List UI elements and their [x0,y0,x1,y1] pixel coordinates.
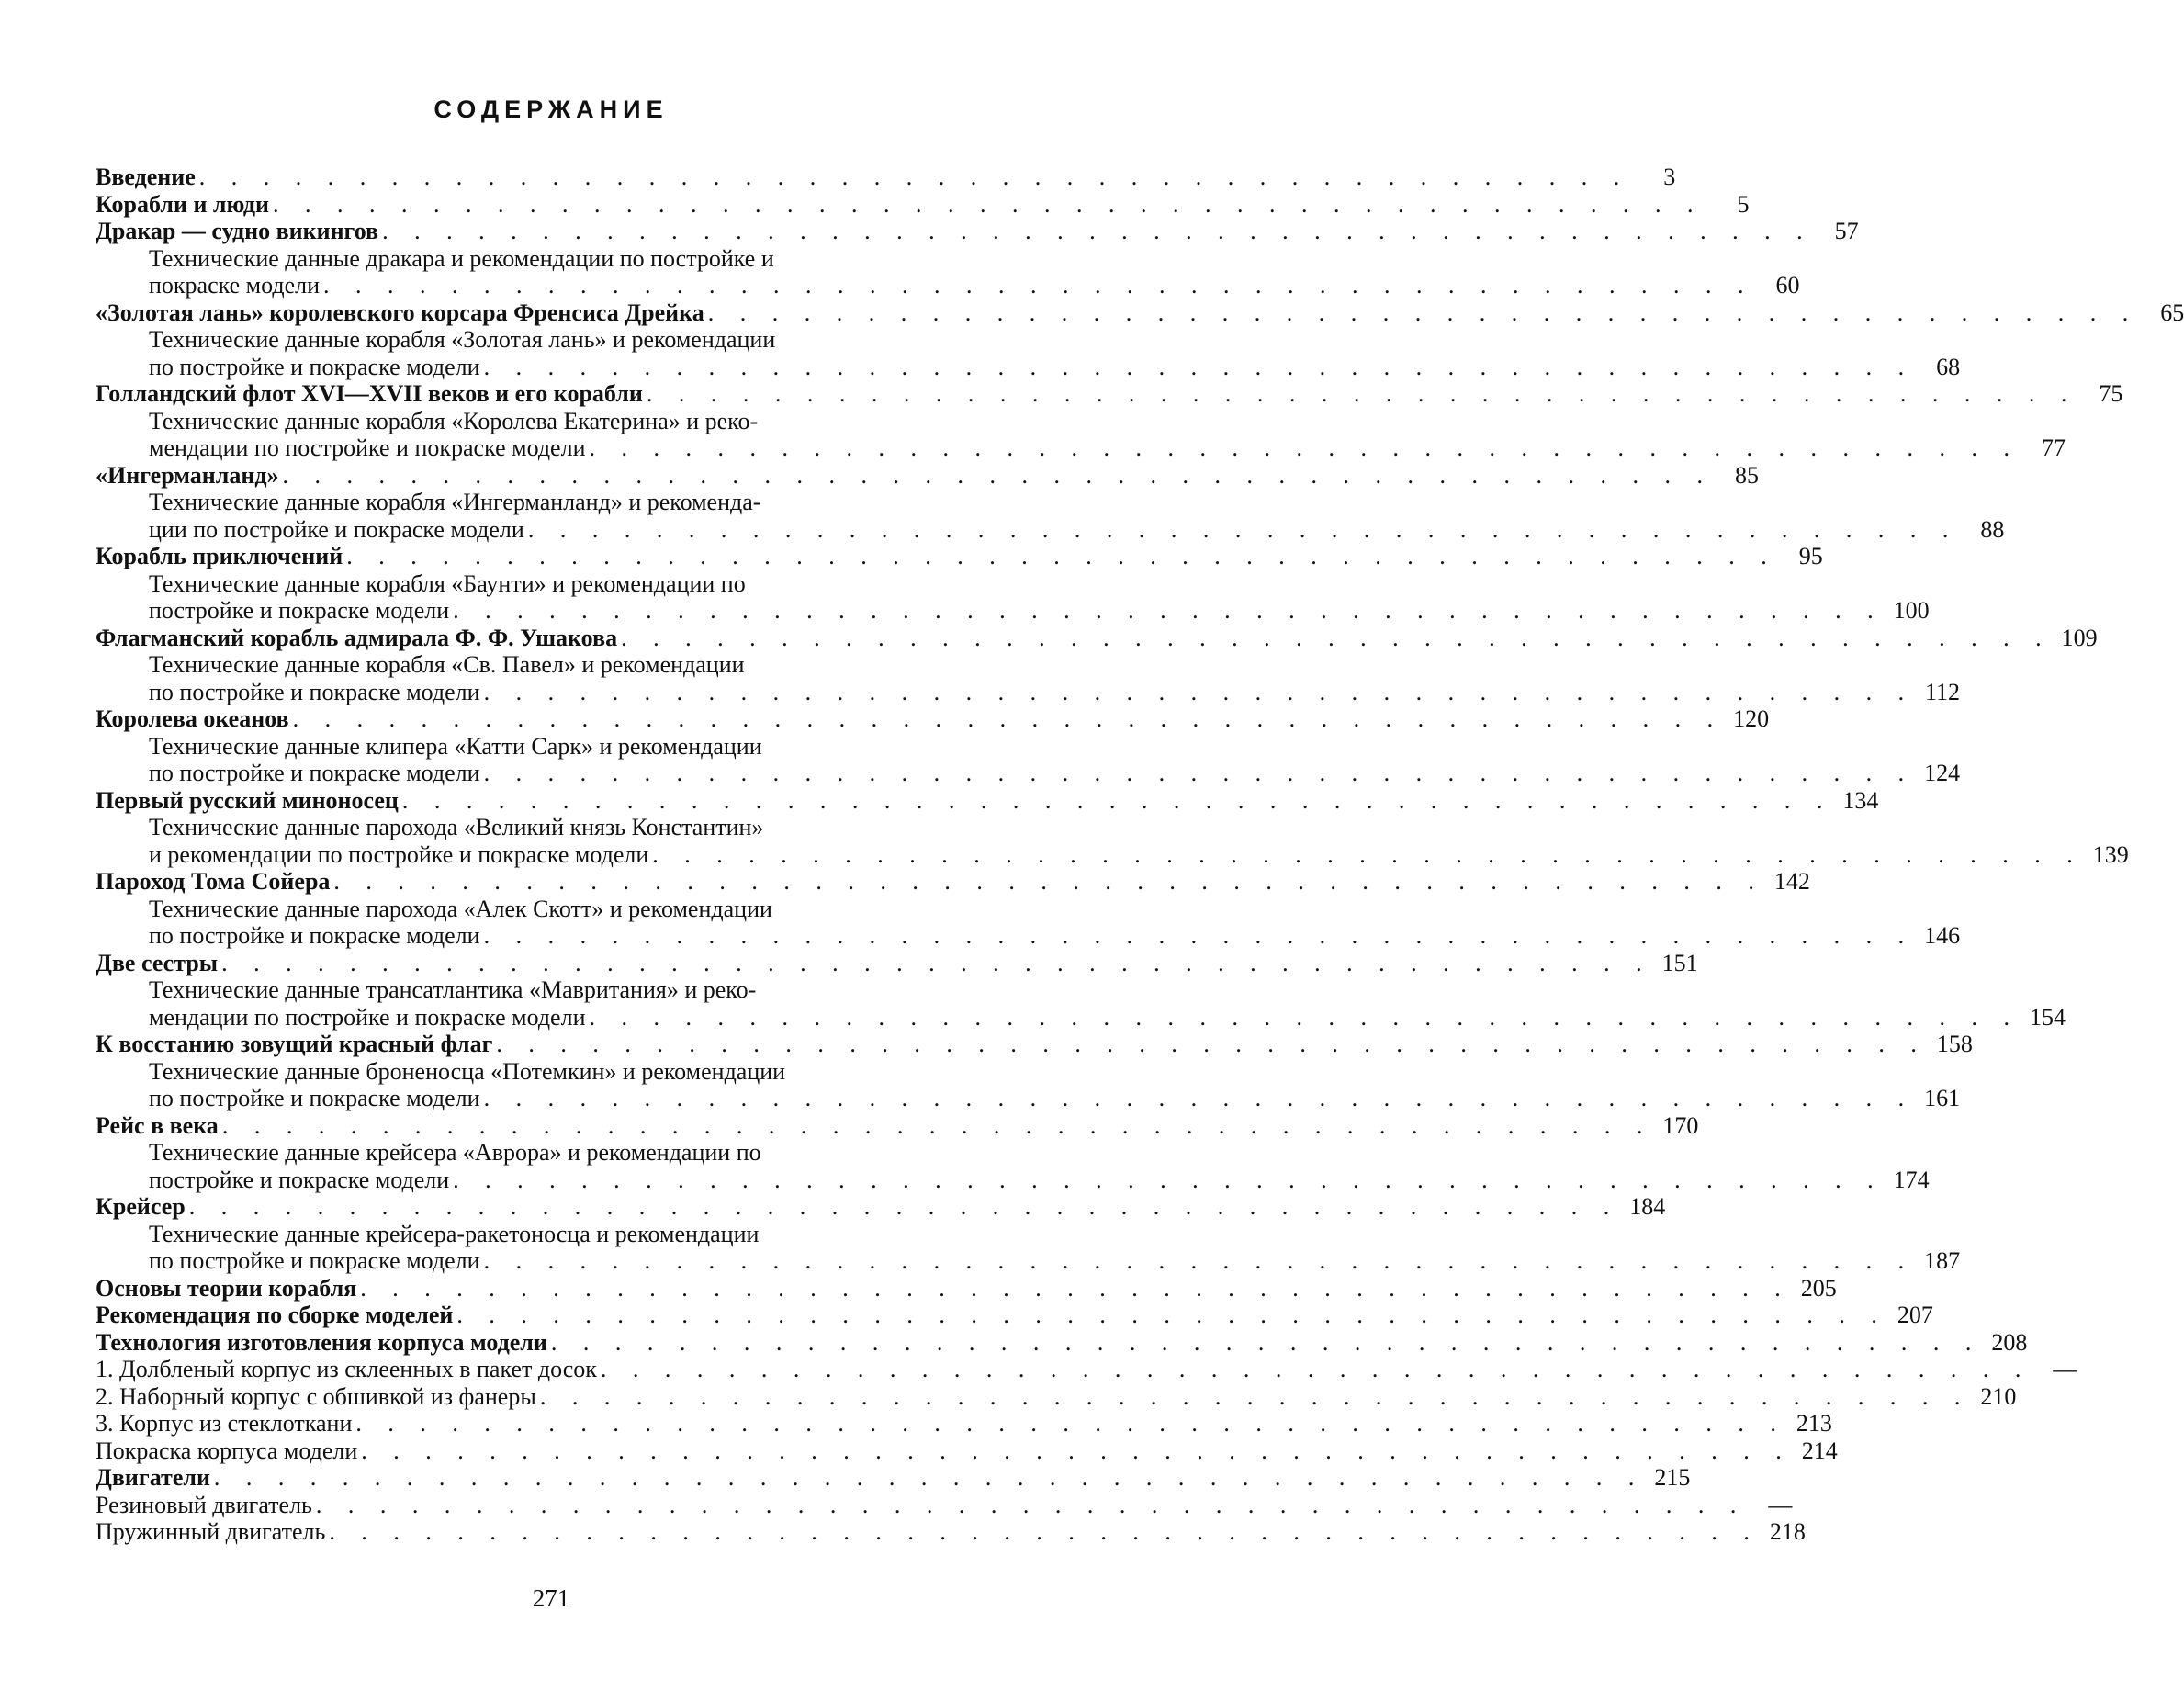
dot-leader: . . . . . . . . . . . . . . . . . . . . . . . . . . . . . . . . . . . . . . . . . . . . . [456,1302,1887,1328]
toc-entry-text: 3. Корпус из стеклоткани [96,1410,353,1437]
toc-entry-text: Технические данные корабля «Золотая лань» и рекомендации [149,326,776,353]
toc-line [96,651,1008,679]
toc-line [96,1382,2017,1411]
dot-leader: . . . . . . . . . . . . . . . . . . . . . . . . . . . . . . . . . . . . . . . . . . . . . [496,1031,1927,1057]
toc-page-number: — [2053,1356,2077,1382]
toc-entry-text: Корабль приключений [96,543,343,569]
toc-entry-text: постройке и покраске модели [149,597,450,624]
dot-leader: . . . . . . . . . . . . . . . . . . . . . . . . . . . . . . . . . . . . . . . . . . . . . [355,1410,1786,1437]
toc-line [96,1274,1837,1302]
toc-chapter [96,543,1823,570]
toc-subentry [96,1356,2077,1383]
dot-leader: . . . . . . . . . . . . . . . . . . . . . . . . . . . . . . . . . . . . . . . . . . . . . [483,1247,1915,1274]
toc-entry-text: Двигатели [96,1464,210,1491]
toc-line [96,1058,1008,1086]
toc-line [96,1139,1008,1167]
toc-entry-text: покраске модели [149,272,321,299]
toc-entry-text: по постройке и покраске модели [149,760,480,786]
toc-line [96,326,1008,354]
toc-entry-text: Технические данные парохода «Алек Скотт» и рекомендации [149,895,772,922]
dot-leader: . . . . . . . . . . . . . . . . . . . . . . . . . . . . . . . . . . . . . . . . . . . . . [589,1003,2020,1031]
dot-leader: . . . . . . . . . . . . . . . . . . . . . . . . . . . . . . . . . . . . . . . . . . . . . [221,1111,1653,1139]
toc-page-number: 139 [2092,840,2129,868]
toc-entry-text: Основы теории корабля [96,1274,357,1302]
toc-page-number: 161 [1924,1085,1961,1111]
dot-leader: . . . . . . . . . . . . . . . . . . . . . . . . . . . . . . . . . . . . . . . . . . . . . [453,597,1884,624]
toc-page-number: 142 [1773,868,1810,895]
toc-page-number: 85 [1735,461,1760,489]
toc-subentry [96,814,2129,868]
toc-entry-text: Технические данные броненосца «Потемкин» и рекомендации [149,1057,786,1085]
toc-page-number: 146 [1924,922,1961,949]
toc-line [96,1302,1933,1329]
toc-subentry [96,326,1961,380]
toc-entry-text: Технические данные крейсера «Аврора» и рекомендации по [149,1139,761,1166]
toc-chapter [96,461,1760,490]
toc-page-number: 5 [1737,190,1750,218]
dot-leader: . . . . . . . . . . . . . . . . . . . . . . . . . . . . . . . . . . . . . . . . . . . . . [600,1356,2032,1382]
toc-entry-text: ции по постройке и покраске модели [149,515,524,543]
toc-page-number: 60 [1775,272,1800,299]
toc-subentry [96,244,1800,299]
toc-page-number: 3 [1663,163,1676,190]
toc-page-number: 218 [1769,1518,1806,1545]
toc-page-number: 158 [1936,1031,1973,1057]
toc-page-number: 77 [2041,434,2066,461]
toc-entry-text: по постройке и покраске модели [149,922,480,949]
toc-line [96,814,1008,841]
toc-subentry [96,1139,1930,1193]
toc-line [96,353,1961,381]
dot-leader: . . . . . . . . . . . . . . . . . . . . . . . . . . . . . . . . . . . . . . . . . . . . . [707,299,2139,326]
toc-page-number: 75 [2099,380,2123,407]
toc-subentry [96,1437,1838,1465]
toc-line [96,570,1008,598]
toc-page-number: 109 [2061,624,2098,651]
toc-page-number: 112 [1925,678,1961,705]
toc-entry-text: по постройке и покраске модели [149,1085,480,1111]
toc-line [96,760,1961,787]
toc-chapter [96,1302,1933,1329]
toc-line [96,1003,2066,1032]
toc-entry-text: Флагманский корабль адмирала Ф. Ф. Ушакова [96,624,618,651]
toc-page-number: 134 [1842,786,1879,814]
toc-line [96,733,1008,761]
toc-entry-text: «Золотая лань» королевского корсара Френсиса Дрейка [96,299,704,326]
toc-chapter [96,190,1750,219]
toc-entry-text: Покраска корпуса модели [96,1437,358,1464]
toc-entry-text: Технические данные корабля «Св. Павел» и рекомендации [149,651,745,678]
toc-page-number: 65 [2160,299,2184,326]
toc-entry-text: Технические данные крейсера-ракетоносца и рекомендации [149,1220,760,1247]
toc-subentry [96,1491,1793,1519]
toc-chapter [96,1464,1691,1492]
toc-line [96,1518,1806,1546]
toc-entry-text: Технология изготовления корпуса модели [96,1328,547,1356]
toc-entry-text: Дракар — судно викингов [96,218,379,244]
toc-line [96,868,1810,896]
toc-line [96,461,1760,490]
toc-entry-text: по постройке и покраске модели [149,678,480,705]
toc-chapter [96,299,2184,327]
dot-leader: . . . . . . . . . . . . . . . . . . . . . . . . . . . . . . . . . . . . . . . . . . . . . [483,1085,1915,1111]
toc-chapter [96,624,2098,652]
dot-leader: . . . . . . . . . . . . . . . . . . . . . . . . . . . . . . . . . . . . . . . . . . . . . [315,1491,1747,1518]
dot-leader: . . . . . . . . . . . . . . . . . . . . . . . . . . . . . . . . . . . . . . . . . . . . . [188,1193,1620,1220]
dot-leader: . . . . . . . . . . . . . . . . . . . . . . . . . . . . . . . . . . . . . . . . . . . . . [483,922,1915,949]
toc-entry-text: Технические данные корабля «Ингерманланд» и рекоменда- [149,489,761,515]
dot-leader: . . . . . . . . . . . . . . . . . . . . . . . . . . . . . . . . . . . . . . . . . . . . . [329,1518,1760,1545]
dot-leader: . . . . . . . . . . . . . . . . . . . . . . . . . . . . . . . . . . . . . . . . . . . . . [539,1382,1971,1410]
toc-entry-text: Введение [96,163,196,190]
dot-leader: . . . . . . . . . . . . . . . . . . . . . . . . . . . . . . . . . . . . . . . . . . . . . [483,353,1915,380]
toc-line [96,543,1823,570]
toc-page-number: 120 [1733,705,1770,732]
toc-entry-text: Королева океанов [96,705,289,732]
toc-chapter [96,1193,1666,1221]
toc-subentry [96,976,2066,1031]
toc-chapter [96,1031,1973,1058]
toc-chapter [96,1328,2028,1357]
dot-leader: . . . . . . . . . . . . . . . . . . . . . . . . . . . . . . . . . . . . . . . . . . . . . [483,760,1915,786]
dot-leader: . . . . . . . . . . . . . . . . . . . . . . . . . . . . . . . . . . . . . . . . . . . . . [198,163,1630,190]
toc-line [96,245,1008,273]
toc-page-number: 207 [1897,1302,1933,1328]
toc-entry-text: Технические данные парохода «Великий князь Константин» [149,814,764,840]
toc-line [96,976,1008,1004]
toc-line [96,1464,1691,1492]
toc-subentry [96,407,2066,462]
toc-line [96,515,2005,544]
toc-line [96,163,1676,191]
toc-chapter [96,163,1676,191]
toc-line [96,1111,1699,1140]
toc-chapter [96,868,1810,896]
toc-line [96,1437,1838,1465]
toc-chapter [96,786,1879,815]
toc-subentry [96,895,1961,950]
toc-line [96,1491,1793,1519]
dot-leader: . . . . . . . . . . . . . . . . . . . . . . . . . . . . . . . . . . . . . . . . . . . . . [382,218,1813,244]
toc-page-number: 154 [2029,1003,2066,1031]
toc-subentry [96,1057,1961,1112]
toc-entry-text: мендации по постройке и покраске модели [149,434,586,461]
toc-subentry [96,1410,1832,1437]
toc-line [96,299,2184,327]
toc-page-number: 210 [1980,1382,2017,1410]
toc-line [96,218,1859,245]
toc-line [96,1410,1832,1437]
toc-page-number: 57 [1834,218,1859,244]
dot-leader: . . . . . . . . . . . . . . . . . . . . . . . . . . . . . . . . . . . . . . . . . . . . . [333,868,1764,895]
toc-line [96,408,1008,435]
toc-line [96,840,2129,869]
toc-entry-text: мендации по постройке и покраске модели [149,1003,586,1031]
toc-page-number: 95 [1798,543,1823,569]
toc-chapter [96,705,1770,733]
toc-entry-text: Рейс в века [96,1111,219,1139]
toc-line [96,1356,2077,1383]
toc-entry-text: по постройке и покраске модели [149,353,480,380]
toc-page-number: 184 [1629,1193,1666,1220]
toc-entry-text: Две сестры [96,949,219,976]
toc-entry-text: 2. Наборный корпус с обшивкой из фанеры [96,1382,536,1410]
toc-page-number: 88 [1980,515,2005,543]
toc-subentry [96,732,1961,787]
toc-entry-text: постройке и покраске модели [149,1166,450,1193]
toc-line [96,380,2123,408]
dot-leader: . . . . . . . . . . . . . . . . . . . . . . . . . . . . . . . . . . . . . . . . . . . . . [323,272,1754,299]
toc-page-number: 68 [1936,353,1961,380]
table-of-contents [96,163,2184,1546]
dot-leader: . . . . . . . . . . . . . . . . . . . . . . . . . . . . . . . . . . . . . . . . . . . . . [346,543,1777,569]
toc-entry-text: по постройке и покраске модели [149,1247,480,1274]
toc-entry-text: Технические данные трансатлантика «Мавритания» и реко- [149,976,757,1003]
toc-page-number: 187 [1924,1247,1961,1274]
dot-leader: . . . . . . . . . . . . . . . . . . . . . . . . . . . . . . . . . . . . . . . . . . . . . [527,515,1959,543]
toc-line [96,896,1008,923]
dot-leader: . . . . . . . . . . . . . . . . . . . . . . . . . . . . . . . . . . . . . . . . . . . . . [483,678,1915,705]
toc-page-number: 100 [1893,597,1930,624]
toc-entry-text: и рекомендации по постройке и покраске модели [149,840,649,868]
toc-page-number: 213 [1796,1410,1832,1437]
page-number: 271 [532,1584,570,1612]
toc-line [96,1193,1666,1221]
toc-subentry [96,651,1961,705]
toc-entry-text: Пружинный двигатель [96,1518,326,1545]
toc-page-number: 151 [1661,949,1698,976]
toc-entry-text: Первый русский миноносец [96,786,399,814]
toc-line [96,597,1930,625]
toc-line [96,1221,1008,1248]
toc-line [96,1247,1961,1275]
toc-page-number: 124 [1924,760,1961,786]
toc-subentry [96,1220,1961,1275]
toc-entry-text: К восстанию зовущий красный флаг [96,1031,493,1057]
dot-leader: . . . . . . . . . . . . . . . . . . . . . . . . . . . . . . . . . . . . . . . . . . . . . [273,190,1704,218]
toc-entry-text: Корабли и люди [96,190,270,218]
page-title: СОДЕРЖАНИЕ [433,96,669,123]
toc-entry-text: Голландский флот XVI—XVII веков и его корабли [96,380,643,407]
dot-leader: . . . . . . . . . . . . . . . . . . . . . . . . . . . . . . . . . . . . . . . . . . . . . [221,949,1652,976]
toc-page-number: 174 [1893,1166,1930,1193]
toc-entry-text: Крейсер [96,1193,186,1220]
toc-page-number: 208 [1991,1328,2028,1356]
toc-line [96,190,1750,219]
toc-entry-text: Пароход Тома Сойера [96,868,331,895]
toc-subentry [96,569,1930,625]
toc-line [96,786,1879,815]
dot-leader: . . . . . . . . . . . . . . . . . . . . . . . . . . . . . . . . . . . . . . . . . . . . . [621,624,2052,651]
toc-chapter [96,1274,1837,1302]
toc-page-number: 214 [1801,1437,1838,1464]
dot-leader: . . . . . . . . . . . . . . . . . . . . . . . . . . . . . . . . . . . . . . . . . . . . . [213,1464,1645,1491]
toc-line [96,705,1770,733]
toc-chapter [96,949,1698,977]
toc-line [96,1166,1930,1194]
toc-page-number: — [1768,1491,1793,1518]
toc-subentry [96,489,2005,543]
toc-entry-text: Рекомендация по сборке моделей [96,1302,454,1328]
dot-leader: . . . . . . . . . . . . . . . . . . . . . . . . . . . . . . . . . . . . . . . . . . . . . [360,1274,1791,1302]
toc-line [96,489,1008,516]
dot-leader: . . . . . . . . . . . . . . . . . . . . . . . . . . . . . . . . . . . . . . . . . . . . . [401,786,1833,814]
toc-subentry [96,1518,1806,1546]
toc-line [96,1328,2028,1357]
toc-entry-text: Технические данные клипера «Катти Сарк» и рекомендации [149,732,762,760]
toc-subentry [96,1382,2017,1411]
toc-entry-text: Технические данные корабля «Баунти» и рекомендации по [149,569,746,597]
toc-entry-text: «Ингерманланд» [96,461,279,489]
toc-chapter [96,380,2123,408]
toc-page-number: 215 [1654,1464,1691,1491]
dot-leader: . . . . . . . . . . . . . . . . . . . . . . . . . . . . . . . . . . . . . . . . . . . . . [589,434,2020,461]
toc-page-number: 205 [1800,1274,1837,1302]
toc-entry-text: 1. Долбленый корпус из склеенных в пакет досок [96,1356,597,1382]
toc-page-number: 170 [1662,1111,1699,1139]
dot-leader: . . . . . . . . . . . . . . . . . . . . . . . . . . . . . . . . . . . . . . . . . . . . . [550,1328,1982,1356]
dot-leader: . . . . . . . . . . . . . . . . . . . . . . . . . . . . . . . . . . . . . . . . . . . . . [652,840,2083,868]
toc-line [96,1031,1973,1058]
toc-line [96,949,1698,977]
dot-leader: . . . . . . . . . . . . . . . . . . . . . . . . . . . . . . . . . . . . . . . . . . . . . [292,705,1724,732]
toc-entry-text: Технические данные дракара и рекомендации по постройке и [149,244,774,272]
dot-leader: . . . . . . . . . . . . . . . . . . . . . . . . . . . . . . . . . . . . . . . . . . . . . [282,461,1714,489]
toc-line [96,678,1961,706]
toc-entry-text: Резиновый двигатель [96,1491,312,1518]
toc-chapter [96,218,1859,245]
toc-chapter [96,1111,1699,1140]
toc-line [96,1085,1961,1112]
dot-leader: . . . . . . . . . . . . . . . . . . . . . . . . . . . . . . . . . . . . . . . . . . . . . [361,1437,1792,1464]
toc-entry-text: Технические данные корабля «Королева Екатерина» и реко- [149,407,759,434]
toc-line [96,922,1961,950]
dot-leader: . . . . . . . . . . . . . . . . . . . . . . . . . . . . . . . . . . . . . . . . . . . . . [646,380,2077,407]
toc-line [96,434,2066,462]
toc-line [96,272,1800,299]
toc-line [96,624,2098,652]
dot-leader: . . . . . . . . . . . . . . . . . . . . . . . . . . . . . . . . . . . . . . . . . . . . . [453,1166,1884,1193]
